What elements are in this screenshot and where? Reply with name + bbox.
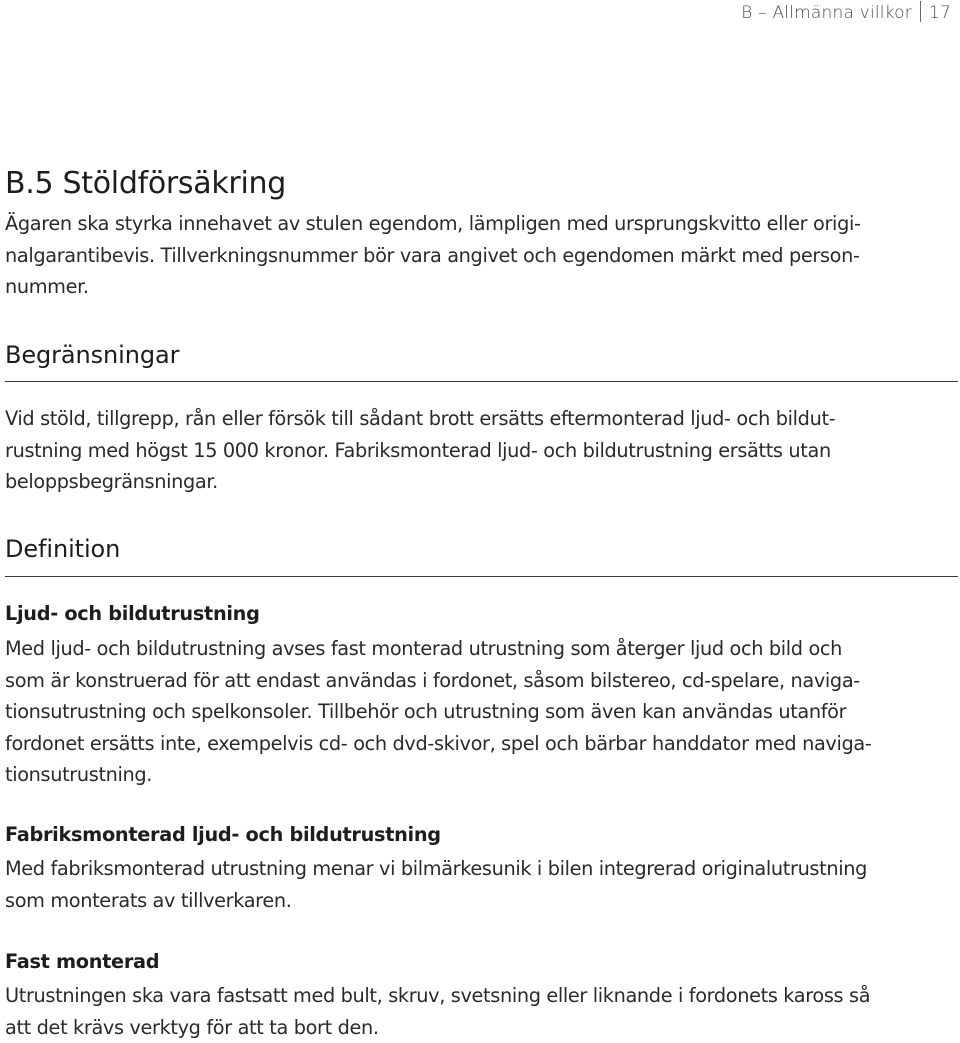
definition-line: Med ljud- och bildutrustning avses fast monterad utrustning som återger ljud och bild och	[5, 637, 843, 660]
limitations-line: rustning med högst 15 000 kronor. Fabriksmonterad ljud- och bildutrustning ersätts utan	[5, 438, 831, 462]
term-heading-audio-video-equipment: Ljud- och bildutrustning	[5, 602, 260, 625]
running-header	[741, 1, 951, 23]
page-number: 17	[928, 3, 951, 23]
header-divider	[920, 1, 921, 22]
term-heading-factory-fitted-equipment: Fabriksmonterad ljud- och bildutrustning	[5, 823, 441, 846]
limitations-line: Vid stöld, tillgrepp, rån eller försök till sådant brott ersätts eftermonterad ljud- och bildut-	[5, 407, 836, 430]
definition-line: som är konstruerad för att endast användas i fordonet, såsom bilstereo, cd-spelare, naviga-	[5, 668, 860, 692]
intro-line: nalgarantibevis. Tillverkningsnummer bör vara angivet och egendomen märkt med person-	[5, 243, 860, 267]
term-definition-factory-fitted-equipment	[5, 853, 948, 916]
intro-line: Ägaren ska styrka innehavet av stulen egendom, lämpligen med ursprungskvitto eller origi-	[5, 212, 861, 235]
definition-line: tionsutrustning och spelkonsoler. Tillbehör och utrustning som även kan användas utanför	[5, 700, 847, 724]
term-definition-permanently-mounted	[5, 980, 948, 1043]
section-divider	[5, 381, 958, 382]
definition-line: Utrustningen ska vara fastsatt med bult, skruv, svetsning eller liknande i fordonets kaross så	[5, 984, 871, 1007]
definition-line: fordonet ersätts inte, exempelvis cd- och dvd-skivor, spel och bärbar handdator med naviga-	[5, 731, 872, 755]
intro-line: nummer.	[5, 275, 89, 299]
limitations-heading: Begränsningar	[5, 341, 180, 369]
section-divider	[5, 576, 958, 577]
page-title: B.5 Stöldförsäkring	[5, 166, 286, 201]
definition-line: tionsutrustning.	[5, 763, 153, 787]
definition-line: att det krävs verktyg för att ta bort den.	[5, 1015, 379, 1039]
definition-line: som monterats av tillverkaren.	[5, 888, 292, 912]
term-definition-audio-video-equipment	[5, 633, 948, 791]
limitations-paragraph	[5, 403, 948, 498]
intro-paragraph	[5, 208, 948, 303]
term-heading-permanently-mounted: Fast monterad	[5, 950, 160, 973]
definition-heading: Definition	[5, 535, 121, 563]
limitations-line: beloppsbegränsningar.	[5, 470, 218, 494]
header-section-title: B – Allmänna villkor	[741, 3, 912, 23]
definition-line: Med fabriksmonterad utrustning menar vi bilmärkesunik i bilen integrerad originalutrustning	[5, 857, 867, 880]
